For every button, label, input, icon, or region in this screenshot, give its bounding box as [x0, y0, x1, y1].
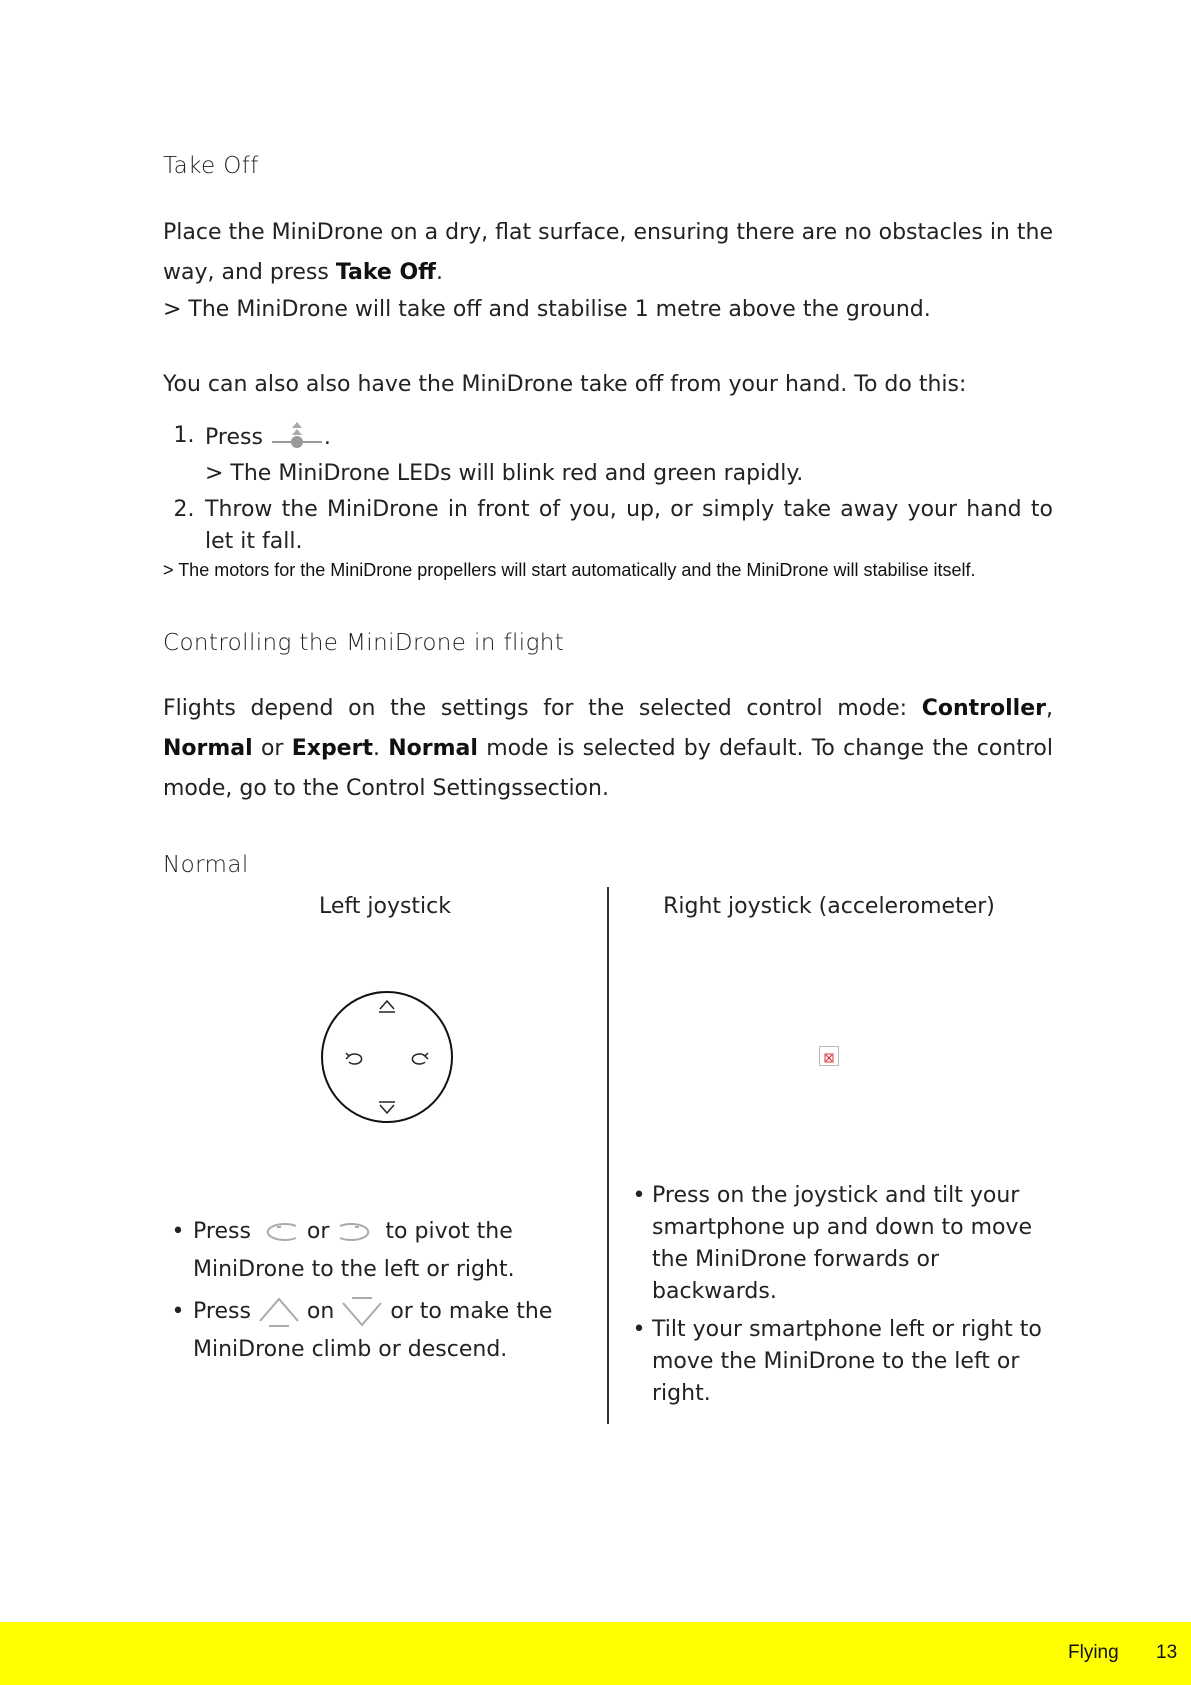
step-text: Throw the MiniDrone in front of you, up, or simply take away your hand to let it fall. [205, 497, 1053, 554]
mode-normal-default: Normal [388, 736, 478, 761]
list-item: • Press on or to make the MiniDrone climb or descend. [171, 1299, 553, 1362]
rotate-right-icon [336, 1219, 378, 1244]
hand-intro: You can also also have the MiniDrone take off from your hand. To do this: [163, 372, 967, 397]
bullet-text: Press [193, 1299, 251, 1324]
or-text: or [252, 736, 292, 761]
bullet-text: MiniDrone climb or descend. [193, 1337, 508, 1362]
section-heading-normal: Normal [163, 852, 249, 878]
controlling-paragraph [163, 689, 1053, 809]
controlling-text-end: mode is selected by default. To change the control mode, go to the Control Settingssection. [163, 736, 1053, 801]
step-text-end: . [323, 425, 331, 450]
take-off-text: Place the MiniDrone on a dry, flat surface, ensuring there are no obstacles in the way, and press [163, 220, 1053, 285]
page-footer [0, 1622, 1191, 1685]
bullet-text: Press on the joystick and tilt your smartphone up and down to move the MiniDrone forwards or backwards. [652, 1183, 1033, 1304]
list-item: • Tilt your smartphone left or right to move the MiniDrone to the left or right. [626, 1314, 1046, 1410]
comma: , [1046, 696, 1053, 721]
joystick-diagram [319, 989, 455, 1125]
bullet-text: or to make the [390, 1299, 553, 1324]
climb-icon [258, 1299, 300, 1324]
footer-section: Flying [1068, 1642, 1119, 1663]
right-bullet-list [626, 1180, 1046, 1410]
left-joystick-title: Left joystick [318, 894, 451, 919]
list-item [163, 494, 1053, 558]
column-divider [607, 887, 609, 1424]
bullet-text: on [306, 1299, 335, 1324]
down-arrow-icon [379, 1102, 395, 1113]
broken-image-icon [819, 1046, 839, 1066]
take-off-bold: Take Off [335, 260, 437, 285]
list-item: • Press or to pivot the MiniDrone to the left or right. [171, 1219, 515, 1282]
bullet-text: MiniDrone to the left or right. [193, 1257, 515, 1282]
list-item [163, 420, 1053, 490]
list-item: • Press on the joystick and tilt your smartphone up and down to move the MiniDrone forwards or backwards. [626, 1180, 1046, 1308]
rotate-right-icon [412, 1053, 428, 1064]
mode-controller: Controller [921, 696, 1046, 721]
mode-expert: Expert [291, 736, 373, 761]
step-text: Press [205, 425, 270, 450]
descend-icon [341, 1299, 383, 1324]
section-heading-controlling: Controlling the MiniDrone in flight [163, 630, 565, 656]
left-bullet-list [163, 1213, 603, 1369]
takeoff-icon [270, 425, 324, 450]
step-number: 2. [173, 497, 195, 522]
mode-normal: Normal [163, 736, 253, 761]
step-number: 1. [173, 423, 195, 448]
motors-note: > The motors for the MiniDrone propellers will start automatically and the MiniDrone will stabilise itself. [163, 560, 976, 580]
period: . [372, 736, 389, 761]
take-off-result: > The MiniDrone will take off and stabilise 1 metre above the ground. [163, 297, 931, 322]
controlling-text: Flights depend on the settings for the selected control mode: [163, 696, 922, 721]
take-off-paragraph [163, 213, 1053, 293]
right-joystick-title: Right joystick (accelerometer) [663, 894, 995, 919]
step-result: > The MiniDrone LEDs will blink red and green rapidly. [205, 461, 804, 486]
bullet-text: or [306, 1219, 330, 1244]
take-off-end: . [436, 260, 444, 285]
steps-list [163, 420, 1053, 558]
bullet-text: to pivot the [385, 1219, 513, 1244]
rotate-left-icon [258, 1219, 300, 1244]
page-number: 13 [1156, 1642, 1178, 1663]
up-arrow-icon [379, 1001, 395, 1012]
rotate-left-icon [346, 1053, 362, 1064]
section-heading-take-off: Take Off [163, 153, 259, 179]
bullet-text: Press [193, 1219, 251, 1244]
bullet-text: Tilt your smartphone left or right to move the MiniDrone to the left or right. [652, 1317, 1042, 1406]
